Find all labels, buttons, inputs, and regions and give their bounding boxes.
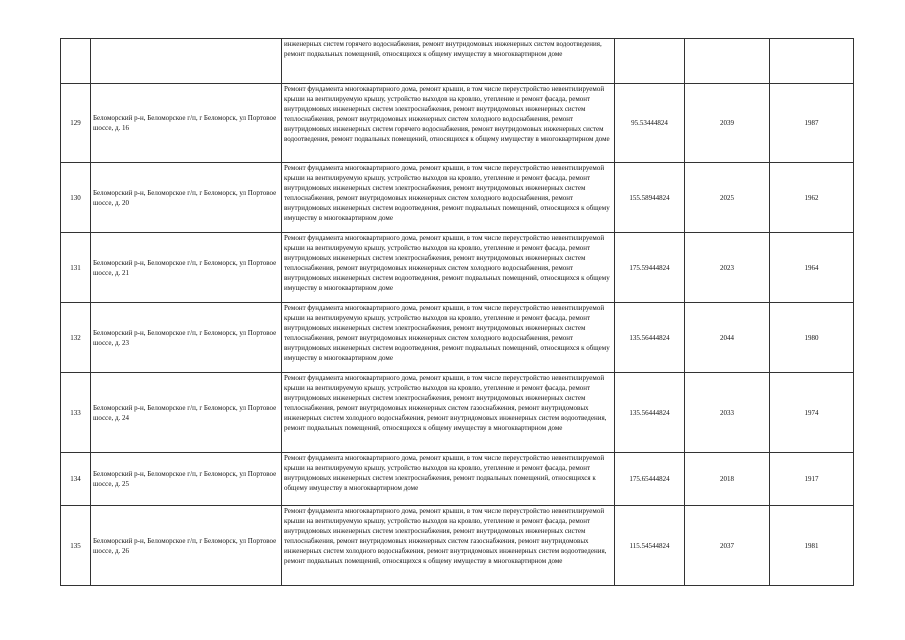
value-cell: 95.53444824 — [615, 84, 685, 163]
works-cell: Ремонт фундамента многоквартирного дома, ремонт крыши, в том числе переустройство невентилируемой крыши на вентилируемую крышу, устройство выходов на кровлю, утепление и ремонт фасада, ремонт внутридомовых инженерных систем электроснабжения, ремонт внутридомовых инженерных систем теплоснабжения, ремонт внутридомовых инженерных систем газоснабжения, ремонт внутридомовых инженерных систем холодного водоснабжения, ремонт внутридомовых инженерных систем водоотведения, ремонт подвальных помещений, относящихся к общему имуществу в многоквартирном доме — [282, 373, 615, 453]
housing-repair-table — [60, 38, 854, 586]
table-row — [61, 303, 854, 373]
row-number: 131 — [61, 233, 91, 303]
row-number: 135 — [61, 506, 91, 586]
built-year-cell: 1917 — [770, 453, 854, 506]
built-year-cell: 1981 — [770, 506, 854, 586]
planned-year-cell: 2018 — [685, 453, 770, 506]
row-number: 130 — [61, 163, 91, 233]
table-row — [61, 39, 854, 84]
works-cell: Ремонт фундамента многоквартирного дома, ремонт крыши, в том числе переустройство невентилируемой крыши на вентилируемую крышу, устройство выходов на кровлю, утепление и ремонт фасада, ремонт внутридомовых инженерных систем электроснабжения, ремонт внутридомовых инженерных систем теплоснабжения, ремонт внутридомовых инженерных систем холодного водоснабжения, ремонт внутридомовых инженерных систем водоотведения, ремонт подвальных помещений, относящихся к общему имуществу в многоквартирном доме — [282, 303, 615, 373]
planned-year-cell: 2037 — [685, 506, 770, 586]
built-year-cell: 1980 — [770, 303, 854, 373]
planned-year-cell: 2044 — [685, 303, 770, 373]
address-cell: Беломорский р-н, Беломорское г/п, г Беломорск, ул Портовое шоссе, д. 21 — [91, 233, 282, 303]
table-row — [61, 163, 854, 233]
address-cell: Беломорский р-н, Беломорское г/п, г Беломорск, ул Портовое шоссе, д. 23 — [91, 303, 282, 373]
built-year-cell: 1987 — [770, 84, 854, 163]
planned-year-cell: 2039 — [685, 84, 770, 163]
works-cell: Ремонт фундамента многоквартирного дома, ремонт крыши, в том числе переустройство невентилируемой крыши на вентилируемую крышу, устройство выходов на кровлю, утепление и ремонт фасада, ремонт внутридомовых инженерных систем электроснабжения, ремонт внутридомовых инженерных систем теплоснабжения, ремонт внутридомовых инженерных систем холодного водоснабжения, ремонт внутридомовых инженерных систем водоотведения, ремонт подвальных помещений, относящихся к общему имуществу в многоквартирном доме — [282, 163, 615, 233]
works-cell: Ремонт фундамента многоквартирного дома, ремонт крыши, в том числе переустройство невентилируемой крыши на вентилируемую крышу, устройство выходов на кровлю, утепление и ремонт фасада, ремонт внутридомовых инженерных систем электроснабжения, ремонт внутридомовых инженерных систем теплоснабжения, ремонт внутридомовых инженерных систем газоснабжения, ремонт внутридомовых инженерных систем холодного водоснабжения, ремонт внутридомовых инженерных систем водоотведения, ремонт подвальных помещений, относящихся к общему имуществу в многоквартирном доме — [282, 506, 615, 586]
row-number: 129 — [61, 84, 91, 163]
table-row — [61, 233, 854, 303]
planned-year-cell: 2025 — [685, 163, 770, 233]
planned-year-cell: 2033 — [685, 373, 770, 453]
built-year-cell: 1974 — [770, 373, 854, 453]
value-cell — [615, 39, 685, 84]
row-number: 133 — [61, 373, 91, 453]
built-year-cell: 1964 — [770, 233, 854, 303]
value-cell: 115.54544824 — [615, 506, 685, 586]
works-cell: Ремонт фундамента многоквартирного дома, ремонт крыши, в том числе переустройство невентилируемой крыши на вентилируемую крышу, устройство выходов на кровлю, утепление и ремонт фасада, ремонт внутридомовых инженерных систем электроснабжения, ремонт подвальных помещений, относящихся к общему имуществу в многоквартирном доме — [282, 453, 615, 506]
planned-year-cell: 2023 — [685, 233, 770, 303]
address-cell: Беломорский р-н, Беломорское г/п, г Беломорск, ул Портовое шоссе, д. 26 — [91, 506, 282, 586]
address-cell: Беломорский р-н, Беломорское г/п, г Беломорск, ул Портовое шоссе, д. 20 — [91, 163, 282, 233]
value-cell: 135.56444824 — [615, 373, 685, 453]
built-year-cell: 1962 — [770, 163, 854, 233]
works-cell: Ремонт фундамента многоквартирного дома, ремонт крыши, в том числе переустройство невентилируемой крыши на вентилируемую крышу, устройство выходов на кровлю, утепление и ремонт фасада, ремонт внутридомовых инженерных систем электроснабжения, ремонт внутридомовых инженерных систем теплоснабжения, ремонт внутридомовых инженерных систем холодного водоснабжения, ремонт внутридомовых инженерных систем горячего водоснабжения, ремонт внутридомовых инженерных систем водоотведения, ремонт подвальных помещений, относящихся к общему имуществу в многоквартирном доме — [282, 84, 615, 163]
address-cell — [91, 39, 282, 84]
planned-year-cell — [685, 39, 770, 84]
row-number: 132 — [61, 303, 91, 373]
value-cell: 155.58944824 — [615, 163, 685, 233]
address-cell: Беломорский р-н, Беломорское г/п, г Беломорск, ул Портовое шоссе, д. 16 — [91, 84, 282, 163]
value-cell: 135.56444824 — [615, 303, 685, 373]
works-cell: Ремонт фундамента многоквартирного дома, ремонт крыши, в том числе переустройство невентилируемой крыши на вентилируемую крышу, устройство выходов на кровлю, утепление и ремонт фасада, ремонт внутридомовых инженерных систем электроснабжения, ремонт внутридомовых инженерных систем теплоснабжения, ремонт внутридомовых инженерных систем холодного водоснабжения, ремонт внутридомовых инженерных систем водоотведения, ремонт подвальных помещений, относящихся к общему имуществу в многоквартирном доме — [282, 233, 615, 303]
value-cell: 175.59444824 — [615, 233, 685, 303]
table-row — [61, 84, 854, 163]
row-number: 134 — [61, 453, 91, 506]
table-row — [61, 453, 854, 506]
value-cell: 175.65444824 — [615, 453, 685, 506]
address-cell: Беломорский р-н, Беломорское г/п, г Беломорск, ул Портовое шоссе, д. 24 — [91, 373, 282, 453]
address-cell: Беломорский р-н, Беломорское г/п, г Беломорск, ул Портовое шоссе, д. 25 — [91, 453, 282, 506]
table-row — [61, 506, 854, 586]
row-number — [61, 39, 91, 84]
table-row — [61, 373, 854, 453]
built-year-cell — [770, 39, 854, 84]
works-cell: инженерных систем горячего водоснабжения, ремонт внутридомовых инженерных систем водоотведения, ремонт подвальных помещений, относящихся к общему имуществу в многоквартирном доме — [282, 39, 615, 84]
